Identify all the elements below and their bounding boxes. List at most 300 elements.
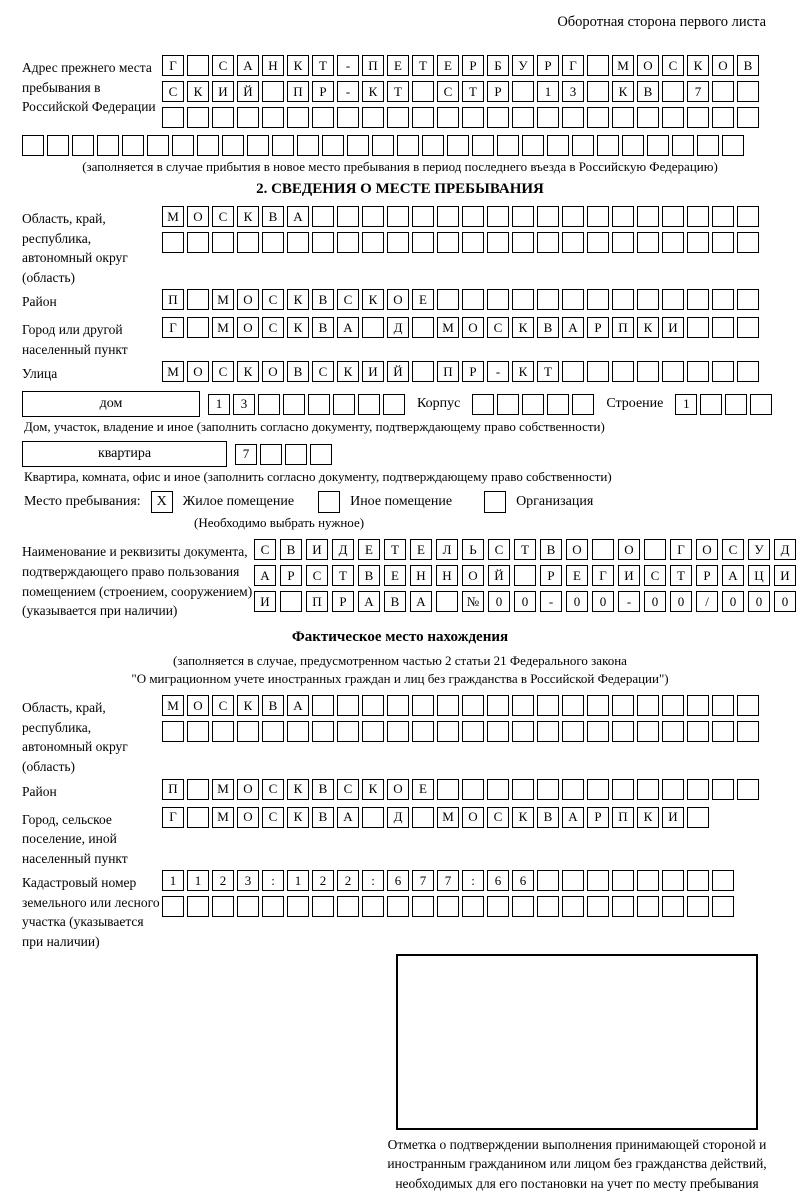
- char-box[interactable]: [310, 444, 332, 465]
- organizatsiya-checkbox[interactable]: [484, 491, 506, 513]
- char-box[interactable]: [387, 206, 409, 227]
- char-box[interactable]: О: [237, 317, 259, 338]
- char-box[interactable]: [587, 107, 609, 128]
- char-box[interactable]: И: [662, 317, 684, 338]
- char-box[interactable]: Й: [237, 81, 259, 102]
- char-box[interactable]: [97, 135, 119, 156]
- char-box[interactable]: [562, 779, 584, 800]
- char-box[interactable]: [397, 135, 419, 156]
- char-box[interactable]: [522, 394, 544, 415]
- char-box[interactable]: Р: [696, 565, 718, 586]
- char-box[interactable]: 2: [212, 870, 234, 891]
- char-box[interactable]: [162, 107, 184, 128]
- char-box[interactable]: [662, 779, 684, 800]
- char-box[interactable]: И: [662, 807, 684, 828]
- char-box[interactable]: [725, 394, 747, 415]
- char-box[interactable]: В: [312, 807, 334, 828]
- char-box[interactable]: [487, 721, 509, 742]
- char-box[interactable]: [412, 695, 434, 716]
- char-box[interactable]: [512, 289, 534, 310]
- char-box[interactable]: [258, 394, 280, 415]
- char-box[interactable]: [512, 107, 534, 128]
- char-box[interactable]: [462, 779, 484, 800]
- char-box[interactable]: [737, 81, 759, 102]
- char-box[interactable]: Т: [387, 81, 409, 102]
- char-box[interactable]: [462, 206, 484, 227]
- char-box[interactable]: Е: [437, 55, 459, 76]
- char-box[interactable]: [712, 206, 734, 227]
- char-box[interactable]: [447, 135, 469, 156]
- char-box[interactable]: С: [212, 695, 234, 716]
- char-box[interactable]: О: [237, 779, 259, 800]
- char-box[interactable]: О: [387, 779, 409, 800]
- char-box[interactable]: [412, 896, 434, 917]
- char-box[interactable]: [587, 896, 609, 917]
- char-box[interactable]: [437, 721, 459, 742]
- char-box[interactable]: Р: [587, 807, 609, 828]
- char-box[interactable]: Г: [592, 565, 614, 586]
- char-box[interactable]: 2: [312, 870, 334, 891]
- char-box[interactable]: [497, 135, 519, 156]
- char-box[interactable]: К: [687, 55, 709, 76]
- char-box[interactable]: [387, 721, 409, 742]
- char-box[interactable]: [260, 444, 282, 465]
- char-box[interactable]: Е: [387, 55, 409, 76]
- char-box[interactable]: [308, 394, 330, 415]
- char-box[interactable]: [297, 135, 319, 156]
- char-box[interactable]: Р: [487, 81, 509, 102]
- char-box[interactable]: [312, 896, 334, 917]
- char-box[interactable]: О: [712, 55, 734, 76]
- char-box[interactable]: [362, 807, 384, 828]
- char-box[interactable]: 3: [233, 394, 255, 415]
- char-box[interactable]: 0: [670, 591, 692, 612]
- char-box[interactable]: [750, 394, 772, 415]
- char-box[interactable]: [637, 289, 659, 310]
- char-box[interactable]: [247, 135, 269, 156]
- char-box[interactable]: [737, 317, 759, 338]
- char-box[interactable]: Д: [387, 317, 409, 338]
- char-box[interactable]: [612, 721, 634, 742]
- char-box[interactable]: [487, 695, 509, 716]
- char-box[interactable]: [237, 232, 259, 253]
- char-box[interactable]: [122, 135, 144, 156]
- char-box[interactable]: [437, 779, 459, 800]
- char-box[interactable]: [700, 394, 722, 415]
- char-box[interactable]: [687, 870, 709, 891]
- char-box[interactable]: Р: [312, 81, 334, 102]
- char-box[interactable]: [687, 107, 709, 128]
- char-box[interactable]: Й: [488, 565, 510, 586]
- char-box[interactable]: [412, 232, 434, 253]
- char-box[interactable]: -: [487, 361, 509, 382]
- char-box[interactable]: [547, 394, 569, 415]
- char-box[interactable]: О: [187, 695, 209, 716]
- char-box[interactable]: [212, 896, 234, 917]
- char-box[interactable]: [212, 107, 234, 128]
- char-box[interactable]: 6: [512, 870, 534, 891]
- char-box[interactable]: [737, 206, 759, 227]
- char-box[interactable]: 0: [566, 591, 588, 612]
- char-box[interactable]: [222, 135, 244, 156]
- char-box[interactable]: В: [262, 206, 284, 227]
- char-box[interactable]: У: [512, 55, 534, 76]
- char-box[interactable]: Й: [387, 361, 409, 382]
- char-box[interactable]: И: [306, 539, 328, 560]
- char-box[interactable]: А: [562, 807, 584, 828]
- char-box[interactable]: О: [618, 539, 640, 560]
- char-box[interactable]: [412, 721, 434, 742]
- char-box[interactable]: [337, 107, 359, 128]
- char-box[interactable]: С: [212, 206, 234, 227]
- char-box[interactable]: [412, 107, 434, 128]
- char-box[interactable]: С: [662, 55, 684, 76]
- char-box[interactable]: [662, 695, 684, 716]
- char-box[interactable]: [562, 206, 584, 227]
- char-box[interactable]: С: [437, 81, 459, 102]
- char-box[interactable]: [162, 721, 184, 742]
- char-box[interactable]: [362, 206, 384, 227]
- char-box[interactable]: Н: [410, 565, 432, 586]
- char-box[interactable]: [462, 107, 484, 128]
- char-box[interactable]: [337, 206, 359, 227]
- char-box[interactable]: Г: [162, 55, 184, 76]
- char-box[interactable]: [285, 444, 307, 465]
- char-box[interactable]: [737, 361, 759, 382]
- char-box[interactable]: [187, 55, 209, 76]
- char-box[interactable]: [472, 135, 494, 156]
- char-box[interactable]: Р: [332, 591, 354, 612]
- char-box[interactable]: Б: [487, 55, 509, 76]
- char-box[interactable]: [537, 695, 559, 716]
- char-box[interactable]: [662, 896, 684, 917]
- char-box[interactable]: К: [187, 81, 209, 102]
- char-box[interactable]: [562, 232, 584, 253]
- char-box[interactable]: [487, 289, 509, 310]
- char-box[interactable]: [272, 135, 294, 156]
- char-box[interactable]: С: [337, 779, 359, 800]
- char-box[interactable]: С: [262, 807, 284, 828]
- char-box[interactable]: К: [512, 317, 534, 338]
- char-box[interactable]: [512, 896, 534, 917]
- char-box[interactable]: [387, 232, 409, 253]
- char-box[interactable]: Т: [514, 539, 536, 560]
- char-box[interactable]: К: [237, 695, 259, 716]
- char-box[interactable]: [472, 394, 494, 415]
- char-box[interactable]: [737, 107, 759, 128]
- char-box[interactable]: [612, 695, 634, 716]
- char-box[interactable]: В: [312, 779, 334, 800]
- char-box[interactable]: 6: [387, 870, 409, 891]
- char-box[interactable]: [522, 135, 544, 156]
- char-box[interactable]: [237, 107, 259, 128]
- char-box[interactable]: Т: [462, 81, 484, 102]
- char-box[interactable]: С: [722, 539, 744, 560]
- char-box[interactable]: [647, 135, 669, 156]
- char-box[interactable]: Р: [587, 317, 609, 338]
- char-box[interactable]: [283, 394, 305, 415]
- char-box[interactable]: [197, 135, 219, 156]
- char-box[interactable]: [587, 289, 609, 310]
- char-box[interactable]: [612, 361, 634, 382]
- char-box[interactable]: [562, 721, 584, 742]
- char-box[interactable]: О: [696, 539, 718, 560]
- char-box[interactable]: [547, 135, 569, 156]
- char-box[interactable]: В: [637, 81, 659, 102]
- char-box[interactable]: [462, 289, 484, 310]
- char-box[interactable]: [587, 206, 609, 227]
- char-box[interactable]: [462, 695, 484, 716]
- char-box[interactable]: П: [162, 779, 184, 800]
- char-box[interactable]: [312, 232, 334, 253]
- char-box[interactable]: 0: [488, 591, 510, 612]
- char-box[interactable]: П: [306, 591, 328, 612]
- char-box[interactable]: [262, 721, 284, 742]
- char-box[interactable]: 1: [287, 870, 309, 891]
- char-box[interactable]: К: [287, 317, 309, 338]
- char-box[interactable]: [687, 721, 709, 742]
- char-box[interactable]: О: [462, 317, 484, 338]
- char-box[interactable]: Т: [670, 565, 692, 586]
- char-box[interactable]: 0: [514, 591, 536, 612]
- char-box[interactable]: Е: [410, 539, 432, 560]
- char-box[interactable]: [462, 232, 484, 253]
- char-box[interactable]: [437, 896, 459, 917]
- char-box[interactable]: [347, 135, 369, 156]
- char-box[interactable]: И: [774, 565, 796, 586]
- char-box[interactable]: Е: [566, 565, 588, 586]
- char-box[interactable]: [287, 232, 309, 253]
- char-box[interactable]: Р: [540, 565, 562, 586]
- char-box[interactable]: [672, 135, 694, 156]
- char-box[interactable]: [362, 896, 384, 917]
- char-box[interactable]: :: [262, 870, 284, 891]
- char-box[interactable]: П: [362, 55, 384, 76]
- char-box[interactable]: [662, 81, 684, 102]
- char-box[interactable]: [287, 107, 309, 128]
- char-box[interactable]: [637, 695, 659, 716]
- char-box[interactable]: -: [618, 591, 640, 612]
- char-box[interactable]: [437, 232, 459, 253]
- char-box[interactable]: М: [212, 779, 234, 800]
- char-box[interactable]: [562, 107, 584, 128]
- char-box[interactable]: [172, 135, 194, 156]
- char-box[interactable]: [512, 721, 534, 742]
- char-box[interactable]: П: [612, 807, 634, 828]
- char-box[interactable]: [487, 896, 509, 917]
- char-box[interactable]: :: [362, 870, 384, 891]
- char-box[interactable]: [262, 232, 284, 253]
- char-box[interactable]: [362, 107, 384, 128]
- char-box[interactable]: [362, 695, 384, 716]
- char-box[interactable]: [487, 107, 509, 128]
- char-box[interactable]: [612, 779, 634, 800]
- char-box[interactable]: М: [437, 317, 459, 338]
- char-box[interactable]: [237, 896, 259, 917]
- char-box[interactable]: [637, 779, 659, 800]
- char-box[interactable]: [737, 721, 759, 742]
- char-box[interactable]: К: [362, 779, 384, 800]
- char-box[interactable]: -: [337, 81, 359, 102]
- char-box[interactable]: [412, 81, 434, 102]
- char-box[interactable]: К: [237, 206, 259, 227]
- char-box[interactable]: [312, 206, 334, 227]
- char-box[interactable]: И: [212, 81, 234, 102]
- char-box[interactable]: [712, 232, 734, 253]
- char-box[interactable]: [587, 721, 609, 742]
- char-box[interactable]: [462, 721, 484, 742]
- char-box[interactable]: Р: [462, 361, 484, 382]
- char-box[interactable]: [737, 779, 759, 800]
- char-box[interactable]: К: [512, 361, 534, 382]
- char-box[interactable]: [637, 870, 659, 891]
- char-box[interactable]: К: [637, 807, 659, 828]
- char-box[interactable]: К: [237, 361, 259, 382]
- char-box[interactable]: [562, 896, 584, 917]
- char-box[interactable]: 0: [722, 591, 744, 612]
- char-box[interactable]: В: [737, 55, 759, 76]
- char-box[interactable]: [597, 135, 619, 156]
- char-box[interactable]: 1: [208, 394, 230, 415]
- char-box[interactable]: К: [337, 361, 359, 382]
- char-box[interactable]: [537, 289, 559, 310]
- char-box[interactable]: [662, 361, 684, 382]
- char-box[interactable]: [662, 721, 684, 742]
- char-box[interactable]: М: [162, 206, 184, 227]
- char-box[interactable]: [412, 206, 434, 227]
- char-box[interactable]: [512, 232, 534, 253]
- char-box[interactable]: [644, 539, 666, 560]
- char-box[interactable]: С: [262, 779, 284, 800]
- char-box[interactable]: О: [187, 206, 209, 227]
- char-box[interactable]: К: [287, 55, 309, 76]
- char-box[interactable]: А: [337, 807, 359, 828]
- char-box[interactable]: [362, 721, 384, 742]
- char-box[interactable]: [637, 107, 659, 128]
- char-box[interactable]: [387, 107, 409, 128]
- char-box[interactable]: [712, 81, 734, 102]
- char-box[interactable]: Т: [332, 565, 354, 586]
- char-box[interactable]: [662, 107, 684, 128]
- char-box[interactable]: [572, 135, 594, 156]
- char-box[interactable]: 3: [237, 870, 259, 891]
- char-box[interactable]: О: [187, 361, 209, 382]
- char-box[interactable]: [662, 870, 684, 891]
- char-box[interactable]: :: [462, 870, 484, 891]
- char-box[interactable]: [562, 870, 584, 891]
- char-box[interactable]: [362, 317, 384, 338]
- char-box[interactable]: [437, 289, 459, 310]
- char-box[interactable]: С: [488, 539, 510, 560]
- char-box[interactable]: [562, 289, 584, 310]
- char-box[interactable]: [187, 721, 209, 742]
- char-box[interactable]: [637, 206, 659, 227]
- char-box[interactable]: -: [540, 591, 562, 612]
- char-box[interactable]: [287, 896, 309, 917]
- char-box[interactable]: А: [358, 591, 380, 612]
- char-box[interactable]: [262, 81, 284, 102]
- char-box[interactable]: [637, 232, 659, 253]
- kvartira-type-box[interactable]: квартира: [22, 441, 227, 467]
- char-box[interactable]: [422, 135, 444, 156]
- char-box[interactable]: [333, 394, 355, 415]
- char-box[interactable]: [358, 394, 380, 415]
- char-box[interactable]: [712, 721, 734, 742]
- char-box[interactable]: 3: [562, 81, 584, 102]
- char-box[interactable]: [637, 721, 659, 742]
- char-box[interactable]: П: [612, 317, 634, 338]
- char-box[interactable]: [737, 232, 759, 253]
- char-box[interactable]: [687, 695, 709, 716]
- char-box[interactable]: Е: [412, 779, 434, 800]
- char-box[interactable]: [637, 896, 659, 917]
- char-box[interactable]: 0: [774, 591, 796, 612]
- inoe-checkbox[interactable]: [318, 491, 340, 513]
- char-box[interactable]: [280, 591, 302, 612]
- char-box[interactable]: [487, 779, 509, 800]
- char-box[interactable]: П: [162, 289, 184, 310]
- char-box[interactable]: [687, 807, 709, 828]
- char-box[interactable]: А: [287, 695, 309, 716]
- char-box[interactable]: В: [280, 539, 302, 560]
- char-box[interactable]: [587, 232, 609, 253]
- char-box[interactable]: 7: [412, 870, 434, 891]
- char-box[interactable]: [612, 289, 634, 310]
- char-box[interactable]: В: [537, 317, 559, 338]
- char-box[interactable]: [412, 361, 434, 382]
- char-box[interactable]: [362, 232, 384, 253]
- char-box[interactable]: [537, 721, 559, 742]
- char-box[interactable]: А: [562, 317, 584, 338]
- char-box[interactable]: [537, 779, 559, 800]
- char-box[interactable]: [587, 695, 609, 716]
- char-box[interactable]: [737, 695, 759, 716]
- char-box[interactable]: О: [262, 361, 284, 382]
- char-box[interactable]: С: [337, 289, 359, 310]
- char-box[interactable]: [587, 870, 609, 891]
- char-box[interactable]: [387, 896, 409, 917]
- char-box[interactable]: А: [337, 317, 359, 338]
- char-box[interactable]: №: [462, 591, 484, 612]
- char-box[interactable]: [147, 135, 169, 156]
- char-box[interactable]: [187, 317, 209, 338]
- char-box[interactable]: [212, 232, 234, 253]
- char-box[interactable]: Р: [537, 55, 559, 76]
- char-box[interactable]: М: [212, 807, 234, 828]
- char-box[interactable]: [487, 206, 509, 227]
- char-box[interactable]: 1: [675, 394, 697, 415]
- char-box[interactable]: [587, 361, 609, 382]
- char-box[interactable]: И: [254, 591, 276, 612]
- char-box[interactable]: [697, 135, 719, 156]
- char-box[interactable]: О: [637, 55, 659, 76]
- char-box[interactable]: А: [237, 55, 259, 76]
- char-box[interactable]: Д: [774, 539, 796, 560]
- char-box[interactable]: П: [287, 81, 309, 102]
- char-box[interactable]: [487, 232, 509, 253]
- char-box[interactable]: [312, 695, 334, 716]
- char-box[interactable]: Е: [358, 539, 380, 560]
- char-box[interactable]: У: [748, 539, 770, 560]
- char-box[interactable]: Ь: [462, 539, 484, 560]
- char-box[interactable]: К: [362, 289, 384, 310]
- char-box[interactable]: 7: [235, 444, 257, 465]
- char-box[interactable]: С: [312, 361, 334, 382]
- char-box[interactable]: [337, 695, 359, 716]
- char-box[interactable]: Т: [312, 55, 334, 76]
- char-box[interactable]: [562, 361, 584, 382]
- char-box[interactable]: С: [162, 81, 184, 102]
